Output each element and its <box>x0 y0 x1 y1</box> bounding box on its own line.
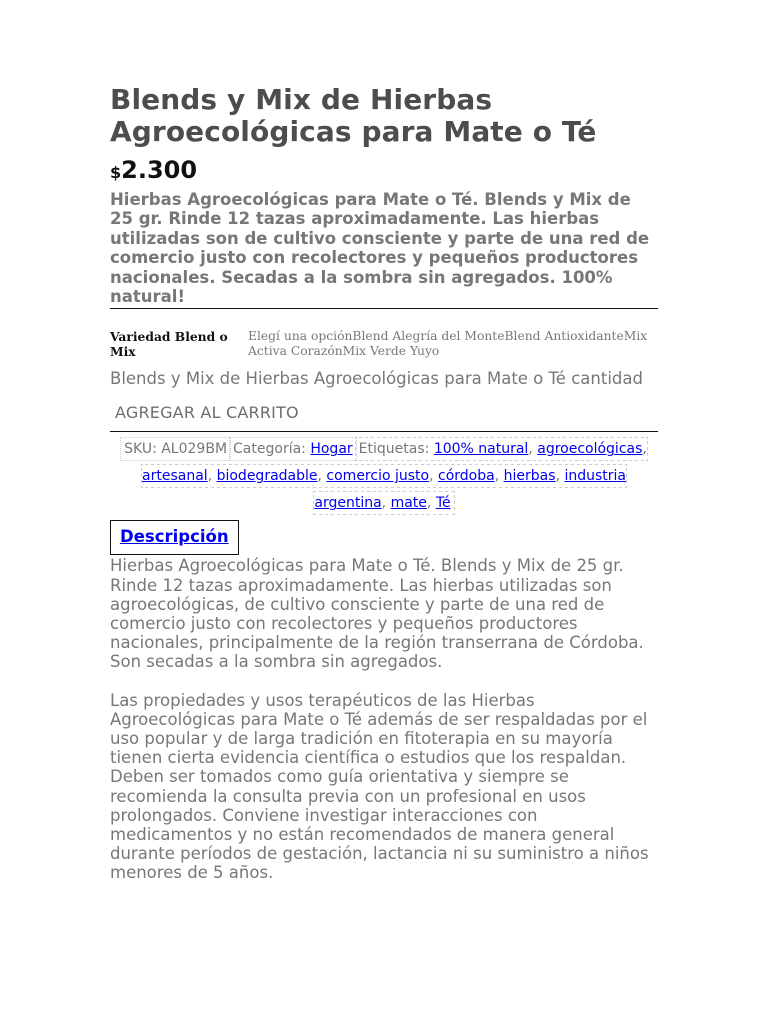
short-description: Hierbas Agroecológicas para Mate o Té. Blends y Mix de 25 gr. Rinde 12 tazas aproximadamente. Las hierbas utilizadas son de cultivo consciente y parte de una red de comercio justo con recolectores y pequeños productores nacionales. Secadas a la sombra sin agregados. 100% natural! <box>110 190 658 309</box>
category-wrapper <box>230 438 356 460</box>
quantity-label <box>110 369 658 389</box>
variation-option[interactable]: Elegí una opción <box>248 329 353 344</box>
description-paragraph: Las propiedades y usos terapéuticos de las Hierbas Agroecológicas para Mate o Té además de ser respaldadas por el uso popular y de larga tradición en fitoterapia en su mayoría tienen cierta evidencia científica o estudios que los respaldan. Deben ser tomados como guía orientativa y siempre se recomienda la consulta previa con un profesional en usos prolongados. Conviene investigar interacciones con medicamentos y no están recomendados de manera general durante períodos de gestación, lactancia ni su suministro a niños menores de 5 años. <box>110 690 649 883</box>
tag-separator: , <box>494 468 504 485</box>
price-currency: $ <box>110 163 122 182</box>
tab-description-link[interactable]: Descripción <box>120 527 229 547</box>
tags-label: Etiquetas: <box>358 441 434 458</box>
tag-link[interactable]: biodegradable <box>216 468 318 485</box>
product-meta <box>110 436 658 517</box>
tag-separator: , <box>207 468 217 485</box>
sku-wrapper <box>121 438 230 460</box>
tag-link[interactable]: industria argentina <box>314 468 626 512</box>
sku-label: SKU: <box>124 441 162 458</box>
quantity-product-name: Blends y Mix de Hierbas Agroecológicas para Mate o Té <box>110 369 566 389</box>
price-amount: 2.300 <box>121 156 198 184</box>
tag-link[interactable]: córdoba <box>438 468 495 485</box>
variation-select[interactable] <box>248 329 668 359</box>
product-page <box>110 84 658 902</box>
variation-option[interactable]: Blend Antioxidante <box>504 329 624 344</box>
tag-separator: , <box>528 441 538 458</box>
variation-option[interactable]: Mix Activa Corazón <box>248 329 648 359</box>
tag-link[interactable]: comercio justo <box>326 468 430 485</box>
variation-option[interactable]: Mix Verde Yuyo <box>342 344 440 359</box>
sku-value: AL029BM <box>161 441 228 458</box>
tag-link[interactable]: Té <box>435 495 451 512</box>
tab-description[interactable] <box>110 520 239 555</box>
variation-label: Variedad Blend o Mix <box>110 329 228 360</box>
category-label: Categoría: <box>233 441 311 458</box>
variation-row <box>110 329 658 359</box>
tag-separator: , <box>555 468 565 485</box>
tag-link[interactable]: artesanal <box>142 468 208 485</box>
category-link[interactable]: Hogar <box>310 441 353 458</box>
tag-link[interactable]: 100% natural <box>433 441 529 458</box>
description-paragraph: Hierbas Agroecológicas para Mate o Té. Blends y Mix de 25 gr. Rinde 12 tazas aproximadamente. Las hierbas utilizadas son agroecológicas, de cultivo consciente y parte de una red de comercio justo con recolectores y pequeños productores nacionales, principalmente de la región transerrana de Córdoba. Son secadas a la sombra sin agregados. <box>110 556 644 672</box>
tag-separator: , <box>317 468 327 485</box>
tag-separator: , <box>381 495 391 512</box>
tag-link[interactable]: hierbas <box>503 468 556 485</box>
tag-separator: , <box>429 468 439 485</box>
tag-separator: , <box>642 441 647 458</box>
variation-option[interactable]: Blend Alegría del Monte <box>352 329 505 344</box>
tag-separator: , <box>426 495 436 512</box>
tag-link[interactable]: mate <box>390 495 427 512</box>
add-to-cart-button[interactable]: AGREGAR AL CARRITO <box>110 403 658 432</box>
tag-link[interactable]: agroecológicas <box>537 441 643 458</box>
product-price <box>110 156 658 186</box>
description-panel <box>110 556 658 882</box>
product-title: Blends y Mix de Hierbas Agroecológicas para Mate o Té <box>110 83 597 148</box>
quantity-word: cantidad <box>571 369 643 389</box>
